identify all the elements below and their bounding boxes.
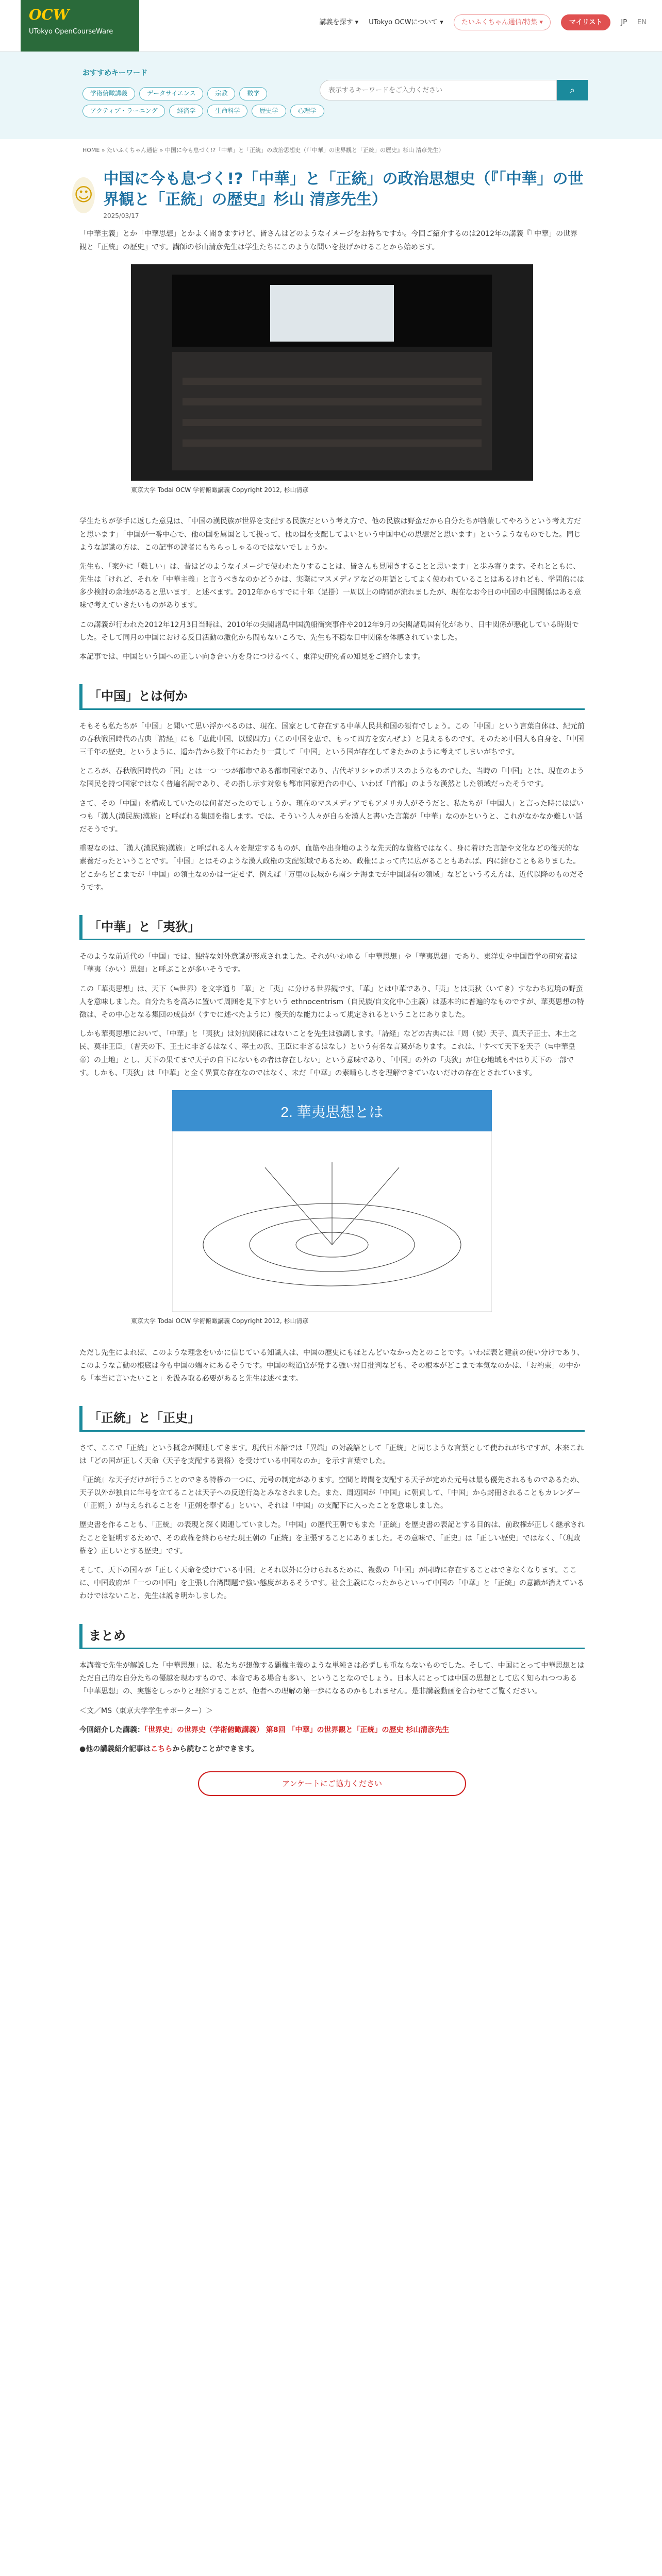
- paragraph: 本講義で先生が解説した「中華思想」は、私たちが想像する覇権主義のような単純さは必ずしも重ならないものでした。そして、中国にとって中華思想とはただ自己的な自分たちの優越を現わすもので、本音である場合も多い、ということなのでしょう。日本人にとっては中国の思想として広く知られつつある「中華思想」の、実態をしっかりと理解することが、他者への理解の第一歩になるのかもしれません。是非講義動画を合わせてご覧ください。: [79, 1661, 585, 1696]
- paragraph: 歴史書を作ることも、「正統」の表現と深く関連していました。「中国」の歴代王朝でもまた「正統」を歴史書の表記とする目的は、前政権が正しく継承されたことを証明するためで、その政権を終わらせた現王朝の「正統」を主張することにありました。その意味で、「正史」は「正しい歴史」ではなく、「（現政権を）正しいとする歴史」です。: [79, 1521, 585, 1555]
- mylist-button[interactable]: マイリスト: [561, 14, 610, 30]
- keyword-tag[interactable]: 宗教: [207, 87, 235, 100]
- lecture-link[interactable]: 「世界史」の世界史（学術俯瞰講義） 第8回 「中華」の世界観と「正統」の歴史 杉山清彦先生: [144, 1725, 450, 1734]
- paragraph: この講義が行われた2012年12月3日当時は、2010年の尖閣諸島中国漁船衝突事件や2012年9月の尖閣諸島国有化があり、日中関係が悪化している時期でした。そして同月の中国における反日活動の激化から間もないころで、先生も不穏な日中関係を体感されていました。: [79, 620, 579, 642]
- section-heading: 「正統」と「正史」: [79, 1406, 585, 1431]
- lang-en[interactable]: EN: [637, 19, 647, 26]
- search-icon: ⌕: [569, 84, 575, 95]
- paragraph: そもそも私たちが「中国」と聞いて思い浮かべるのは、現在、国家として存在する中華人民共和国の領有でしょう。この「中国」という言葉自体は、紀元前の春秋戦国時代の古典『詩経』にも「恵此中国、以綏四方」（この中国を恵で、もって四方を安んぜよ）と見えるものです。そのため中国人も自身を、「中国三千年の歴史」というように、遥か昔から数千年にわたり一貫して「中国」という国が存在してきたかのように考えてしまいがちです。: [79, 722, 585, 756]
- keyword-panel: [0, 52, 662, 139]
- lecture-hall-image: [131, 264, 533, 481]
- lang-jp[interactable]: JP: [621, 19, 627, 26]
- article-body: [79, 228, 585, 1796]
- keyword-tags: [82, 87, 330, 117]
- search-box: [320, 80, 588, 100]
- paragraph: さて、ここで「正統」という概念が関連してきます。現代日本語では「異端」の対義語として「正統」と同じような言葉として使われがちですが、本来これは「どの国が正しく天命（天子を支配する資格）を受けている中国なのか」を示す言葉でした。: [79, 1444, 584, 1465]
- logo-subtitle: UTokyo OpenCourseWare: [29, 27, 113, 36]
- survey-button[interactable]: アンケートにご協力ください: [198, 1771, 466, 1796]
- section-heading: 「中国」とは何か: [79, 684, 585, 709]
- paragraph: 本記事では、中国という国への正しい向き合い方を身につけるべく、東洋史研究者の知見をご紹介します。: [79, 653, 425, 662]
- paragraph: そのような前近代の「中国」では、独特な対外意識が形成されました。それがいわゆる「中華思想」や「華夷思想」であり、東洋史や中国哲学の研究者は「華夷（かい）思想」と呼ぶことが多いそうです。: [79, 953, 577, 974]
- paragraph: この「華夷思想」は、天下（≒世界）を文字通り「華」と「夷」に分ける世界観です。「華」とは中華であり、「夷」とは夷狄（いてき）すなわち辺境の野蛮人を意味しました。自分たちを高みに置いて周囲を見下すという ethnocentrism（自民族/自文化中心主義）は基本的に普遍的なものですが、華夷思想の特徴は、その中心となる集団の成員が（すでに述べたように）後天的な能力によって規定されるということにありました。: [79, 985, 584, 1020]
- search-button[interactable]: [557, 80, 588, 100]
- article-title: 中国に今も息づく!?「中華」と「正統」の政治思想史（『「中華」の世界観と「正統」の歴史』杉山 清彦先生）: [103, 170, 584, 209]
- keyword-title: おすすめキーワード: [82, 69, 148, 77]
- paragraph: そして、天下の国々が「正しく天命を受けている中国」とそれ以外に分けられるために、複数の「中国」が同時に存在することはできなくなります。ここに、中国政府が「一つの中国」を主張し台湾問題で強い態度があるそうです。社会主義になったからといって中国の「中華」と「正統」の意識が消えているわけではないこと、先生は説き明かしました。: [79, 1566, 584, 1601]
- paragraph: 『正統』な天子だけが行うことのできる特権の一つに、元号の制定があります。空間と時間を支配する天子が定めた元号は最も優先されるものであるため、天子以外が独自に年号を立てることは天子への反逆行為とみなされました。また、周辺国が「中国」に朝貢して、「中国」から封冊されることもカレンダー（「正朔」）が与えられることを「正朔を奉ずる」といい、それは「中国」の支配下に入ったことを意味しました。: [79, 1476, 584, 1511]
- more-articles: [79, 1743, 585, 1756]
- article-header: [72, 169, 588, 222]
- more-suffix: から読むことができます。: [172, 1744, 259, 1753]
- nav-about[interactable]: UTokyo OCWについて ▾: [369, 19, 443, 26]
- lecture-prefix: 今回紹介した講義：: [79, 1725, 144, 1734]
- paragraph: 学生たちが挙手に返した意見は、「中国の漢民族が世界を支配する民族だという考え方で、他の民族は野蛮だから自分たちが啓蒙してやろうという考え方だと思います」「中国が一番中心で、他の国を属国として扱って、他の国を支配してよいという中国中心の思想だと思います」というようなものでした。同じような認識の方は、この記事の読者にもちらっしゃるのではないでしょうか。: [79, 517, 581, 552]
- nav-search-lectures[interactable]: 講義を探す ▾: [319, 19, 359, 26]
- section-heading: 「中華」と「夷狄」: [79, 915, 585, 940]
- paragraph: 「中華主義」とか「中華思想」とかよく聞きますけど、皆さんはどのようなイメージをお持ちですか。今回ご紹介するのは2012年の講義『「中華」の世界観と「正統」の歴史』です。講師の杉山清彦先生は学生たちにこのような問いを投げかけることから始めます。: [79, 230, 578, 251]
- paragraph: しかも華夷思想において、「中華」と「夷狄」は対抗関係にはないことを先生は強調します。「詩経」などの古典には「周（侯）天子、真天子正士、本土之民、莫非王臣」（普天の下、王土に非ざるはなく、率土の浜、王臣に非ざるはなし）という有名な言葉があります。これは、「すべて天下を天子（≒中華皇帝）の土地」とし、天下の果てまで天子の自下にないもの者は存在しない」という意味であり、「中国」の外の「夷狄」が住む地域もやはり天下の一部です。しかも、「夷狄」は「中華」と全く異質な存在なのではなく、未だ「中華」の素晴らしさを理解できていないだけの存在とされています。: [79, 1030, 577, 1077]
- article: [72, 169, 588, 1796]
- top-nav: [320, 14, 647, 30]
- keyword-tag[interactable]: 心理学: [290, 105, 324, 118]
- keyword-tag[interactable]: 数学: [239, 87, 267, 100]
- search-input[interactable]: [320, 80, 557, 100]
- lecture-photo: [131, 264, 533, 500]
- paragraph: さて、その「中国」を構成していたのは何者だったのでしょうか。現在のマスメディアでもアメリカ人がそうだと、私たちが「中国人」と言った時にはばいつも「漢人(漢民族)漢族」と呼ばれる集団を指します。では、そういう人々が自らを漢人と書いた言葉が「中華」なのかというと、これがなかなか難しい話だそうです。: [79, 799, 584, 834]
- breadcrumb: HOME » たいふくちゃん通信 » 中国に今も息づく!?「中華」と「正統」の政治思想史（『「中華」の世界観と「正統」の歴史』杉山 清彦先生）: [82, 147, 444, 154]
- slide-image: [131, 1090, 533, 1331]
- keyword-tag[interactable]: 経済学: [169, 105, 203, 118]
- site-header: [0, 0, 662, 52]
- paragraph: ただし先生によれば、このような理念をいかに信じている知識人は、中国の歴史にもほとんどいなかったとのことです。いわば表と建前の使い分けであり、このような言動の根底は今も中国の端々にあるそうです。中国の報道官が発する強い対日批判なども、その根本がどこまで本気なのかは、「お約束」の中から「本当に言いたいこと」を汲み取る必要があると先生は述べます。: [79, 1348, 584, 1383]
- keyword-tag[interactable]: データサイエンス: [139, 87, 203, 100]
- signature: ＜文／MS（東京大学学生サポーター）＞: [79, 1706, 213, 1715]
- site-logo[interactable]: [21, 0, 139, 52]
- paragraph: 先生も、「案外に「難しい」は、昔はどのようなイメージで使われたりすることは、皆さんも見聞きすることと思います」と歩み寄ります。それとともに、先生は「けれど、それを「中華主義」と言うべきなのかどうかは、実際にマスメディアなどの用語としてよく使われていることはあるけれども、学問的には多少検討の余地があると思います」と述べます。2012年からすでに十年（足掛）一周以上の時間が流れましたが、現在なお今日の中国の中国関係はある意味で考えていきたいものがあります。: [79, 562, 584, 610]
- nav-newsletter[interactable]: たいふくちゃん通信/特集 ▾: [454, 14, 551, 30]
- section-heading: まとめ: [79, 1624, 585, 1649]
- keyword-tag[interactable]: 歴史学: [252, 105, 286, 118]
- logo-mark: OCW: [29, 6, 70, 23]
- keyword-tag[interactable]: 学術俯瞰講義: [82, 87, 135, 100]
- keyword-tag[interactable]: 生命科学: [207, 105, 247, 118]
- mascot-icon: ☺: [72, 177, 95, 213]
- slide-title: 2. 華夷思想とは: [280, 1104, 384, 1120]
- keyword-tag[interactable]: アクティブ・ラーニング: [82, 105, 165, 118]
- paragraph: ところが、春秋戦国時代の「国」とは一つ一つが都市である都市国家であり、古代ギリシャのポリスのようなものでした。当時の「中国」とは、現在のような国民を持つ国家ではなく普遍名詞であり、その指し示す対象も都市国家連合の中心、いわば「首都」のような漢然とした領域だったそうです。: [79, 767, 585, 789]
- more-articles-link[interactable]: こちら: [151, 1744, 173, 1753]
- huayi-diagram: [172, 1090, 492, 1312]
- more-prefix: ●他の講義紹介記事は: [79, 1744, 151, 1753]
- paragraph: 重要なのは、「漢人(漢民族)漢族」と呼ばれる人々を規定するものが、血筋や出身地のような先天的な資格ではなく、身に着けた言語や文化などの後天的な素養だったということです。「中国」とはそのような漢人政権の支配領域であるため、政権によって内に広がることもあれば、内に縮むこともありました。どこからどこまでが「中国」の領土なのかは一定せず、例えば「万里の長城から南シナ海までが中国固有の領域」などという考え方は、近代以降のものだそうです。: [79, 844, 584, 892]
- photo-caption: 東京大学 Todai OCW 学術俯瞰講義 Copyright 2012, 杉山清彦: [131, 486, 309, 494]
- slide-caption: 東京大学 Todai OCW 学術俯瞰講義 Copyright 2012, 杉山清彦: [131, 1317, 309, 1325]
- article-date: 2025/03/17: [103, 212, 139, 219]
- lecture-reference: [79, 1724, 585, 1737]
